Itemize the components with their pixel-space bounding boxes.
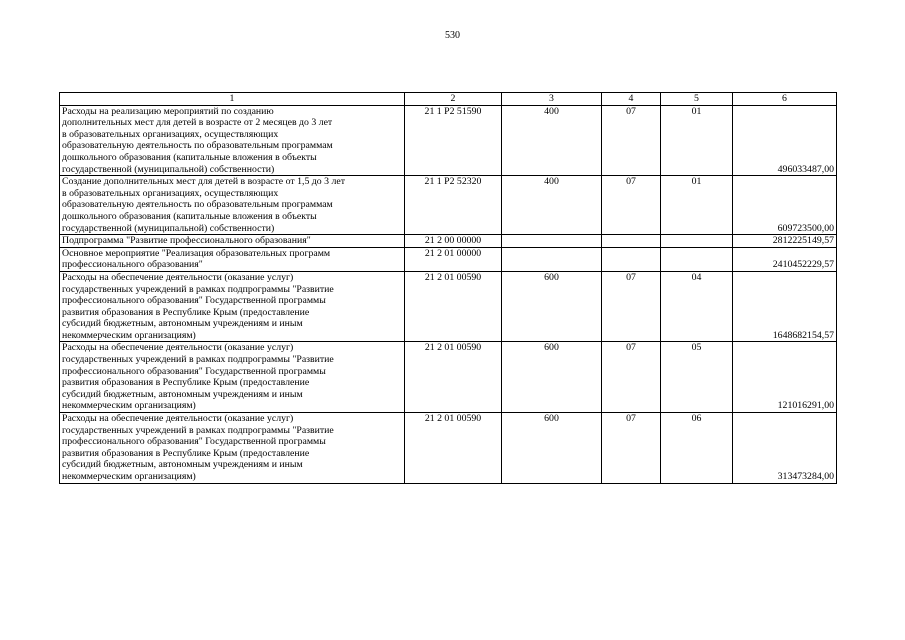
row-expense-type-cell: 400 — [502, 176, 602, 235]
row-expense-type-cell: 600 — [502, 413, 602, 484]
page-number: 530 — [445, 30, 460, 41]
table-header-row — [60, 93, 837, 106]
table-row — [60, 235, 837, 248]
column-header-2: 2 — [405, 93, 502, 106]
row-name-line: образовательную деятельность по образовательным программам — [62, 140, 333, 152]
row-amount-cell: 609723500,00 — [733, 176, 837, 235]
row-name-line: субсидий бюджетным, автономным учреждениям и иным — [62, 318, 303, 330]
row-code-cell: 21 1 P2 52320 — [405, 176, 502, 235]
row-subsection-cell: 01 — [661, 176, 733, 235]
table-row — [60, 176, 837, 235]
row-name-line: государственных учреждений в рамках подпрограммы "Развитие — [62, 283, 334, 295]
row-amount-cell: 2812225149,57 — [733, 235, 837, 248]
row-name-line: развития образования в Республике Крым (предоставление — [62, 306, 310, 318]
row-name-line: некоммерческим организациям) — [62, 329, 196, 341]
row-section-cell: 07 — [602, 176, 661, 235]
row-name-line: профессионального образования" Государственной программы — [62, 365, 326, 377]
row-subsection-cell: 06 — [661, 413, 733, 484]
row-name-line: государственных учреждений в рамках подпрограммы "Развитие — [62, 354, 334, 366]
row-name-line: Подпрограмма "Развитие профессионального образования" — [62, 235, 311, 247]
table-row — [60, 247, 837, 271]
row-name-line: в образовательных организациях, осуществляющих — [62, 128, 279, 140]
row-code-cell: 21 1 P2 51590 — [405, 105, 502, 176]
row-name-line: образовательную деятельность по образовательным программам — [62, 199, 333, 211]
row-amount-cell: 1648682154,57 — [733, 271, 837, 342]
row-name-line: дошкольного образования (капитальные вложения в объекты — [62, 151, 317, 163]
row-code-cell: 21 2 00 00000 — [405, 235, 502, 248]
row-expense-type-cell: 600 — [502, 271, 602, 342]
row-name-line: профессионального образования" Государственной программы — [62, 295, 326, 307]
column-header-1: 1 — [60, 93, 405, 106]
row-name-cell — [60, 105, 405, 176]
row-name-line: государственной (муниципальной) собственности) — [62, 222, 275, 234]
row-name-line: субсидий бюджетным, автономным учреждениям и иным — [62, 459, 303, 471]
row-name-line: некоммерческим организациям) — [62, 400, 196, 412]
budget-table — [59, 92, 837, 484]
row-name-cell — [60, 342, 405, 413]
row-amount-cell: 496033487,00 — [733, 105, 837, 176]
row-amount-cell: 313473284,00 — [733, 413, 837, 484]
row-expense-type-cell — [502, 235, 602, 248]
row-expense-type-cell: 600 — [502, 342, 602, 413]
row-name-line: Основное мероприятие "Реализация образовательных программ — [62, 247, 331, 259]
row-name-line: Расходы на реализацию мероприятий по созданию — [62, 105, 274, 117]
row-subsection-cell — [661, 247, 733, 271]
column-header-6: 6 — [733, 93, 837, 106]
row-name-line: развития образования в Республике Крым (предоставление — [62, 447, 310, 459]
row-expense-type-cell — [502, 247, 602, 271]
row-name-line: Создание дополнительных мест для детей в возрасте от 1,5 до 3 лет — [62, 176, 345, 188]
row-code-cell: 21 2 01 00590 — [405, 413, 502, 484]
table-row — [60, 342, 837, 413]
row-amount-cell: 121016291,00 — [733, 342, 837, 413]
row-section-cell — [602, 235, 661, 248]
table-row — [60, 105, 837, 176]
row-name-line: Расходы на обеспечение деятельности (оказание услуг) — [62, 413, 294, 425]
row-section-cell — [602, 247, 661, 271]
row-section-cell: 07 — [602, 105, 661, 176]
table-row — [60, 271, 837, 342]
row-section-cell: 07 — [602, 413, 661, 484]
row-name-line: Расходы на обеспечение деятельности (оказание услуг) — [62, 342, 294, 354]
row-name-line: государственных учреждений в рамках подпрограммы "Развитие — [62, 424, 334, 436]
column-header-4: 4 — [602, 93, 661, 106]
row-name-cell — [60, 271, 405, 342]
table-row — [60, 413, 837, 484]
row-name-line: дополнительных мест для детей в возрасте от 2 месяцев до 3 лет — [62, 117, 333, 129]
row-name-line: профессионального образования" Государственной программы — [62, 436, 326, 448]
row-name-line: субсидий бюджетным, автономным учреждениям и иным — [62, 388, 303, 400]
row-code-cell: 21 2 01 00590 — [405, 342, 502, 413]
column-header-5: 5 — [661, 93, 733, 106]
row-subsection-cell: 04 — [661, 271, 733, 342]
row-name-line: государственной (муниципальной) собственности) — [62, 163, 275, 175]
row-name-cell — [60, 247, 405, 271]
row-code-cell: 21 2 01 00000 — [405, 247, 502, 271]
row-subsection-cell: 01 — [661, 105, 733, 176]
row-name-line: некоммерческим организациям) — [62, 471, 196, 482]
row-name-cell — [60, 235, 405, 248]
row-section-cell: 07 — [602, 342, 661, 413]
row-name-line: профессионального образования" — [62, 259, 203, 271]
row-name-cell — [60, 413, 405, 484]
row-subsection-cell — [661, 235, 733, 248]
row-name-line: в образовательных организациях, осуществляющих — [62, 187, 279, 199]
row-name-line: Расходы на обеспечение деятельности (оказание услуг) — [62, 271, 294, 283]
row-name-line: развития образования в Республике Крым (предоставление — [62, 377, 310, 389]
row-code-cell: 21 2 01 00590 — [405, 271, 502, 342]
row-name-cell — [60, 176, 405, 235]
row-expense-type-cell: 400 — [502, 105, 602, 176]
row-section-cell: 07 — [602, 271, 661, 342]
row-amount-cell: 2410452229,57 — [733, 247, 837, 271]
row-subsection-cell: 05 — [661, 342, 733, 413]
row-name-line: дошкольного образования (капитальные вложения в объекты — [62, 210, 317, 222]
column-header-3: 3 — [502, 93, 602, 106]
